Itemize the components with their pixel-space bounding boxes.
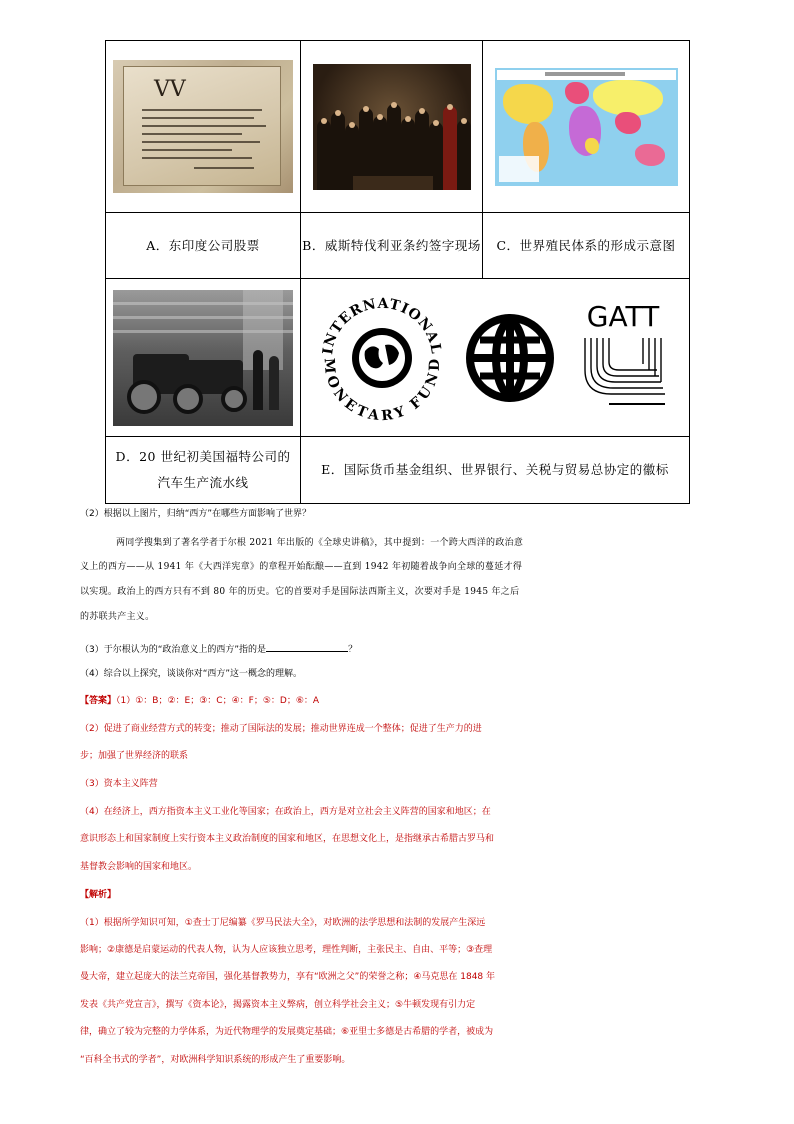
logos-row: [301, 293, 689, 423]
analysis-line-1: （1）根据所学知识可知，①查士丁尼编纂《罗马民法大全》，对欧洲的法学思想和法制的发展产生深远: [80, 918, 486, 928]
caption-e-line2: 标: [655, 462, 669, 477]
analysis-line-6: “百科全书式的学者”，对欧洲科学知识系统的形成产生了重要影响。: [80, 1055, 351, 1065]
answer-4-line-3: 基督教会影响的国家和地区。: [80, 862, 198, 872]
caption-b: [301, 213, 483, 279]
cell-treaty-image: [301, 41, 483, 213]
material-line-1: 两同学搜集到了著名学者于尔根 2021 年出版的《全球史讲稿》，其中提到：一个跨大西洋的政治意: [116, 538, 524, 548]
answer-2-line-1: （2）促进了商业经营方式的转变；推动了国际法的发展；推动世界连成一个整体；促进了生产力的进: [80, 724, 482, 734]
answer-blank: [266, 638, 348, 652]
caption-d-line2: 汽车生产流水线: [157, 475, 249, 490]
caption-c: [483, 213, 690, 279]
cell-logos: [301, 279, 690, 437]
answer-3: （3）资本主义阵营: [80, 779, 158, 789]
analysis-label: 【解析】: [80, 890, 117, 900]
colonial-world-map-image: [495, 68, 678, 186]
question-3-end: ？: [348, 645, 358, 655]
answer-2-line-2: 步；加强了世界经济的联系: [80, 751, 189, 761]
caption-d: [106, 437, 301, 504]
answer-4-line-1: （4）在经济上，西方指资本主义工业化等国家；在政治上，西方是对立社会主义阵营的国家和地区；在: [80, 807, 491, 817]
analysis-line-2: 影响；②康德是启蒙运动的代表人物，认为人应该独立思考，理性判断，主张民主、自由、平等；③查理: [80, 945, 493, 955]
question-3-text: （3）于尔根认为的“政治意义上的西方”指的是: [80, 645, 267, 655]
gatt-logo: [573, 298, 673, 418]
stock-certificate-image: VV: [113, 60, 293, 193]
cell-stock-image: [106, 41, 301, 213]
ford-assembly-line-photo: [113, 290, 293, 426]
caption-a-text: A．东印度公司股票: [146, 237, 260, 253]
answer-label: 【答案】: [80, 696, 117, 706]
analysis-line-4: 发表《共产党宣言》，撰写《资本论》，揭露资本主义弊病，创立科学社会主义；⑤牛顿发现有引力定: [80, 1000, 476, 1010]
answer-line-1: [80, 693, 794, 706]
answer-4-line-2: 意识形态上和国家制度上实行资本主义政治制度的国家和地区，在思想文化上，是指继承古希腊古罗马和: [80, 834, 495, 844]
question-2: （2）根据以上图片，归纳“西方”在哪些方面影响了世界？: [80, 509, 312, 519]
imf-logo: [317, 293, 447, 423]
imf-text-bottom: MONETARY FUND: [320, 357, 443, 423]
caption-b-line1: B．威斯特伐利亚条约签: [302, 237, 442, 253]
question-4: （4）综合以上探究，谈谈你对“西方”这一概念的理解。: [80, 669, 303, 679]
analysis-line-3: 曼大帝，建立起庞大的法兰克帝国，强化基督教势力，享有“欧洲之父”的荣誉之称；④马克思在 1848 年: [80, 972, 496, 982]
westphalia-painting-image: [313, 64, 471, 190]
caption-c-text: C．世界殖民体系的形成示意图: [496, 237, 676, 253]
world-bank-globe-icon: [462, 310, 558, 406]
analysis-line-5: 律，确立了较为完整的力学体系，为近代物理学的发展奠定基础；⑥亚里士多德是古希腊的学者，被成为: [80, 1027, 494, 1037]
caption-b-line2: 字现场: [441, 237, 481, 253]
question-3: [80, 638, 794, 655]
cell-map-image: [483, 41, 690, 213]
imf-text-top: INTERNATIONAL: [319, 295, 444, 356]
answer-1: （1）①：B；②：E；③：C；④：F；⑤：D；⑥：A: [116, 696, 320, 706]
material-line-4: 的苏联共产主义。: [80, 612, 155, 622]
caption-d-line1: D．20 世纪初美国福特公司的: [115, 449, 291, 464]
gatt-text: GATT: [587, 299, 660, 333]
caption-a: [106, 213, 301, 279]
material-line-2: 义上的西方——从 1941 年《大西洋宪章》的章程开始酝酿——直到 1942 年初随着战争向全球的蔓延才得: [80, 562, 523, 572]
material-line-3: 以实现。政治上的西方只有不到 80 年的历史。它的首要对手是国际法西斯主义，次要对手是 1945 年之后: [80, 587, 520, 597]
caption-e: [301, 437, 690, 504]
image-table: [105, 40, 690, 504]
caption-e-line1: E．国际货币基金组织、世界银行、关税与贸易总协定的徽: [321, 462, 656, 477]
cell-factory-image: [106, 279, 301, 437]
